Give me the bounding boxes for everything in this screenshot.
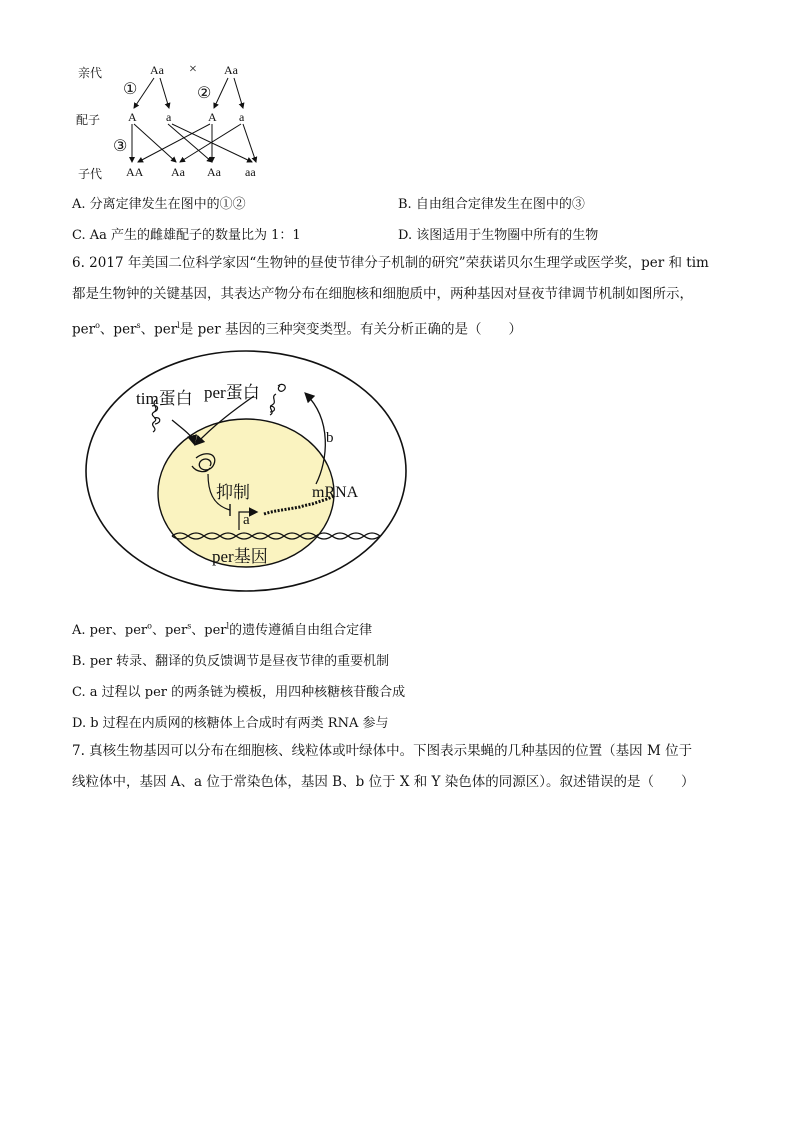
parent-genotype-left: Aa bbox=[150, 63, 164, 77]
gamete-label: a bbox=[166, 110, 172, 124]
gamete-label: A bbox=[128, 110, 137, 124]
cross-arrows bbox=[70, 58, 290, 188]
tim-protein-label: tim蛋白 bbox=[136, 389, 193, 408]
mrna-label: mRNA bbox=[312, 484, 359, 501]
per-gene-label: per基因 bbox=[212, 547, 268, 566]
offspring-genotype: AA bbox=[126, 165, 144, 179]
row-label-offspring: 子代 bbox=[78, 167, 103, 181]
q5-option-c: C. Aa 产生的雌雄配子的数量比为 1：1 bbox=[72, 228, 301, 243]
q6-option-c: C. a 过程以 per 的两条链为模板，用四种核糖核苷酸合成 bbox=[72, 685, 406, 700]
q6-option-d: D. b 过程在内质网的核糖体上合成时有两类 RNA 参与 bbox=[72, 716, 389, 731]
q5-option-b: B. 自由组合定律发生在图中的③ bbox=[398, 197, 585, 212]
row-label-parents: 亲代 bbox=[78, 66, 103, 80]
q7-stem bbox=[72, 736, 722, 798]
q6-option-b: B. per 转录、翻译的负反馈调节是昼夜节律的重要机制 bbox=[72, 654, 390, 669]
q6-stem bbox=[72, 248, 722, 346]
row-label-gametes: 配子 bbox=[76, 113, 101, 127]
offspring-genotype: Aa bbox=[207, 165, 221, 179]
q6-stem-line: 6. 2017 年美国二位科学家因“生物钟的昼使节律分子机制的研究”荣获诺贝尔生理学或医学奖，per 和 tim bbox=[72, 255, 709, 271]
q7-stem-line: 7. 真核生物基因可以分布在细胞核、线粒体或叶绿体中。下图表示果蝇的几种基因的位置（基因 M 位于 bbox=[72, 743, 693, 759]
circadian-cell-diagram bbox=[84, 350, 414, 600]
q5-option-d: D. 该图适用于生物圈中所有的生物 bbox=[398, 228, 599, 243]
gamete-label: a bbox=[239, 110, 245, 124]
cross-symbol: × bbox=[189, 62, 197, 77]
inhibit-label: 抑制 bbox=[216, 483, 250, 502]
process-marker-2: ② bbox=[197, 83, 212, 102]
process-marker-3: ③ bbox=[113, 136, 128, 155]
offspring-genotype: Aa bbox=[171, 165, 185, 179]
q5-option-a: A. 分离定律发生在图中的①② bbox=[72, 197, 246, 212]
gamete-label: A bbox=[208, 110, 217, 124]
per-protein-label: per蛋白 bbox=[204, 383, 260, 402]
process-a-label: a bbox=[243, 512, 250, 528]
offspring-genotype: aa bbox=[245, 165, 256, 179]
q6-option-a: A. per、per$^o$、per$^s$、per$^l$的遗传遵循自由组合定律 bbox=[72, 621, 373, 638]
process-b-label: b bbox=[326, 430, 334, 446]
genetics-cross-diagram bbox=[70, 58, 290, 188]
process-marker-1: ① bbox=[123, 79, 138, 98]
q6-stem-line: per$^o$、per$^s$、per$^l$是 per 基因的三种突变类型。有关分析正确的是（ ） bbox=[72, 321, 522, 338]
q7-stem-line: 线粒体中，基因 A、a 位于常染色体，基因 B、b 位于 X 和 Y 染色体的同源区）。叙述错误的是（ ） bbox=[72, 774, 695, 790]
q6-stem-line: 都是生物钟的关键基因，其表达产物分布在细胞核和细胞质中，两种基因对昼夜节律调节机制如图所示， bbox=[72, 286, 693, 302]
parent-genotype-right: Aa bbox=[224, 63, 238, 77]
